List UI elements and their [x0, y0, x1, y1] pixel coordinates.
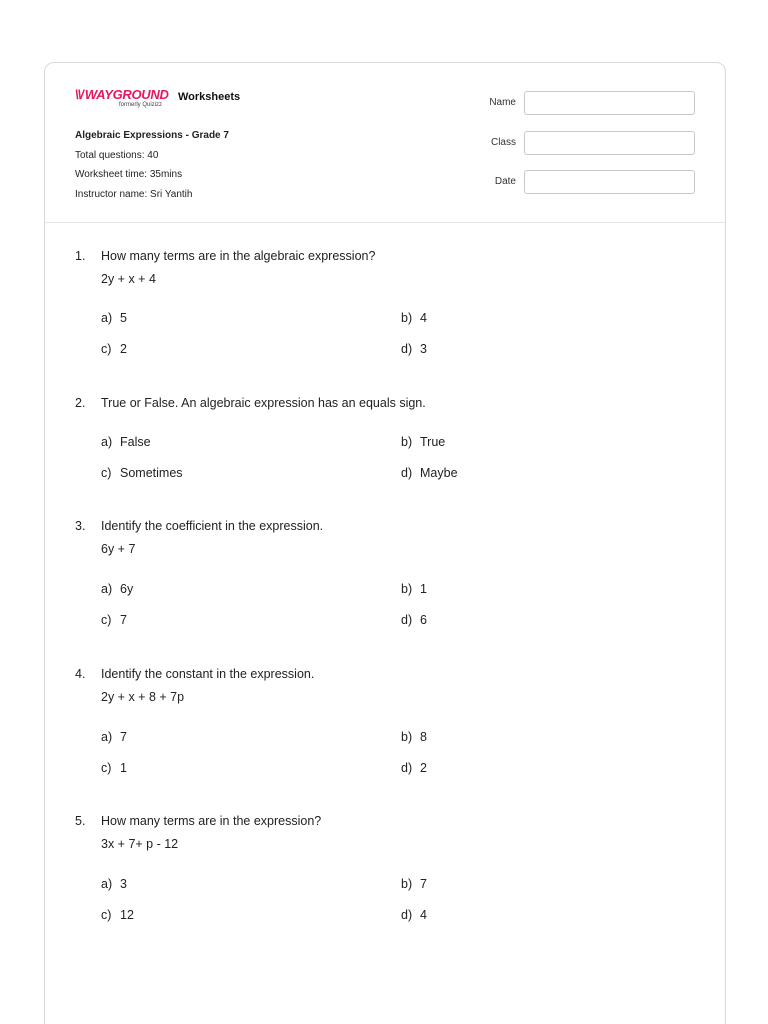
- worksheet-header: [45, 63, 725, 223]
- question-number: 3.: [75, 519, 86, 533]
- product-name: Worksheets: [178, 91, 241, 103]
- option-b[interactable]: b) True: [401, 435, 446, 449]
- question-expression: 2y + x + 4: [101, 272, 156, 286]
- question-text: Identify the constant in the expression.: [101, 667, 315, 681]
- option-b[interactable]: b) 4: [401, 311, 427, 325]
- name-label: Name: [489, 97, 516, 108]
- worksheet-meta: [75, 126, 229, 204]
- logo-text: WAYGROUND: [84, 87, 169, 102]
- question-expression: 3x + 7+ p - 12: [101, 837, 179, 851]
- class-input[interactable]: [524, 131, 695, 155]
- option-c[interactable]: c) 1: [101, 761, 127, 775]
- logo-subtext: formerly Quizizz: [119, 102, 163, 108]
- option-d[interactable]: d) 6: [401, 613, 427, 627]
- option-b[interactable]: b) 8: [401, 730, 427, 744]
- worksheet-page: [44, 62, 726, 1024]
- option-c[interactable]: c) Sometimes: [101, 466, 183, 480]
- wayground-logo: [75, 87, 175, 113]
- question-number: 5.: [75, 814, 86, 828]
- total-questions: Total questions: 40: [75, 149, 159, 161]
- option-d[interactable]: d) 2: [401, 761, 427, 775]
- class-field-row: [465, 131, 697, 155]
- question-text: How many terms are in the expression?: [101, 814, 322, 828]
- worksheet-title: Algebraic Expressions - Grade 7: [75, 130, 229, 141]
- question-expression: 6y + 7: [101, 542, 136, 556]
- option-a[interactable]: a) 5: [101, 311, 127, 325]
- option-c[interactable]: c) 12: [101, 908, 134, 922]
- worksheet-time: Worksheet time: 35mins: [75, 169, 183, 180]
- option-a[interactable]: a) False: [101, 435, 151, 449]
- question-number: 2.: [75, 396, 86, 410]
- option-b[interactable]: b) 7: [401, 877, 427, 891]
- question-number: 1.: [75, 249, 86, 263]
- question-text: Identify the coefficient in the expression.: [101, 519, 324, 533]
- option-d[interactable]: d) Maybe: [401, 466, 458, 480]
- name-field-row: [465, 91, 697, 115]
- date-label: Date: [494, 176, 516, 187]
- logo-bars-icon: \\/: [75, 87, 83, 102]
- option-d[interactable]: d) 4: [401, 908, 427, 922]
- instructor-name: Instructor name: Sri Yantih: [75, 188, 193, 200]
- class-label: Class: [490, 137, 516, 148]
- option-c[interactable]: c) 7: [101, 613, 127, 627]
- question-number: 4.: [75, 667, 86, 681]
- brand: [75, 87, 240, 113]
- option-a[interactable]: a) 6y: [101, 582, 134, 596]
- date-field-row: [465, 170, 697, 194]
- name-input[interactable]: [524, 91, 695, 115]
- date-input[interactable]: [524, 170, 695, 194]
- option-c[interactable]: c) 2: [101, 342, 127, 356]
- question-text: How many terms are in the algebraic expression?: [101, 249, 376, 263]
- option-b[interactable]: b) 1: [401, 582, 427, 596]
- question-text: True or False. An algebraic expression has an equals sign.: [101, 396, 426, 410]
- option-a[interactable]: a) 7: [101, 730, 127, 744]
- question-expression: 2y + x + 8 + 7p: [101, 690, 185, 704]
- option-d[interactable]: d) 3: [401, 342, 427, 356]
- option-a[interactable]: a) 3: [101, 877, 127, 891]
